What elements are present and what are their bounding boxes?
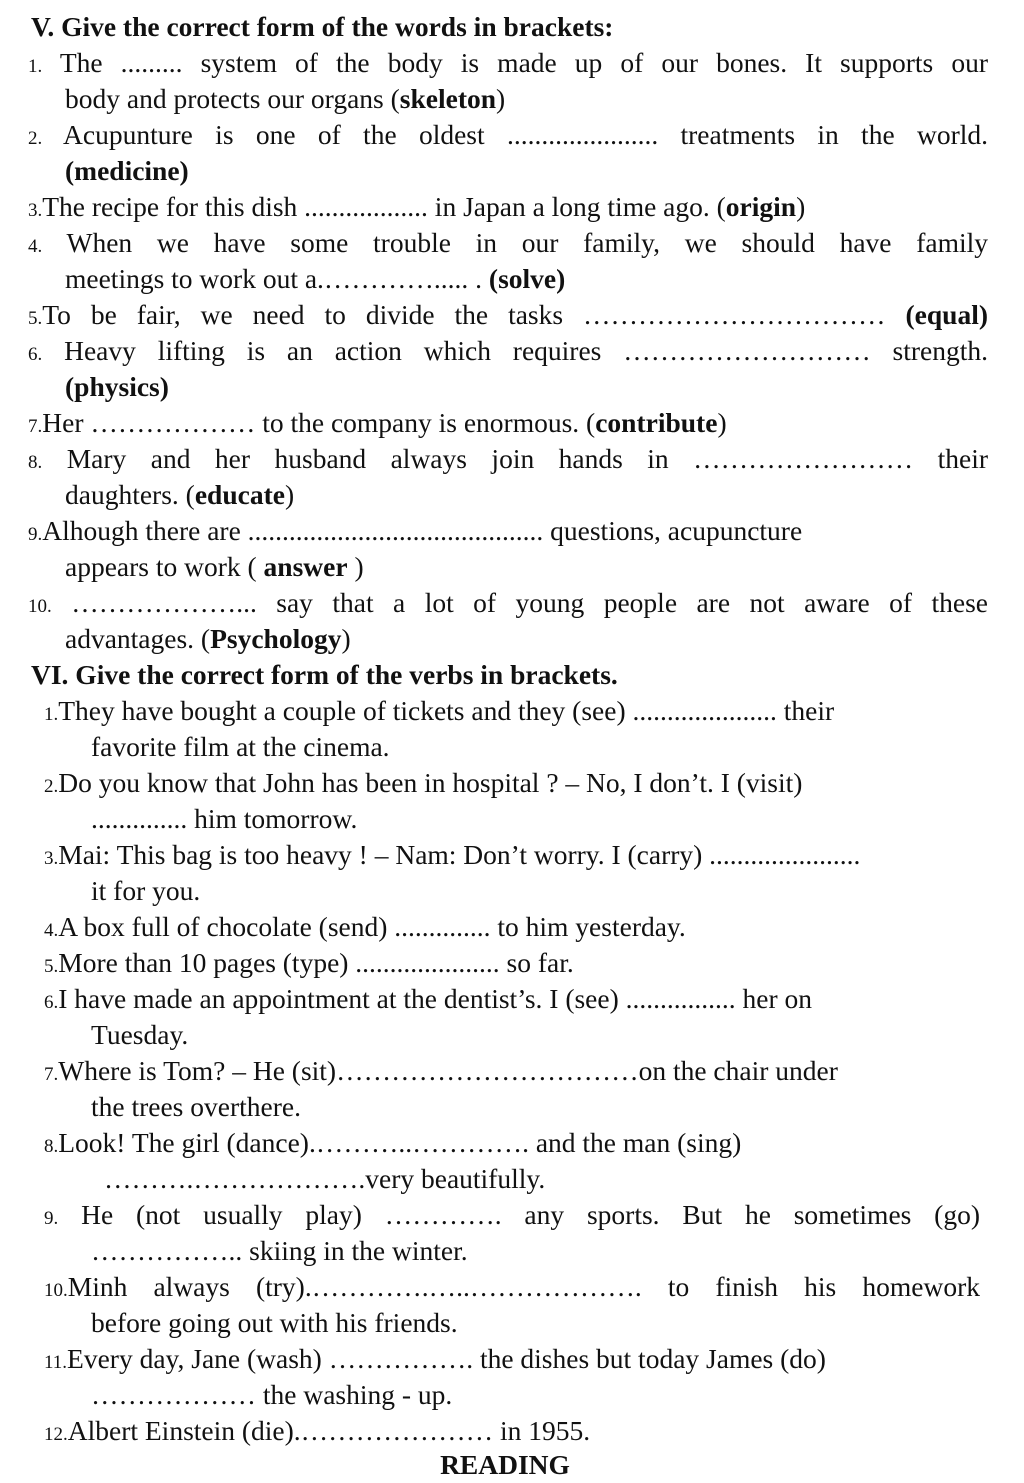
vi-item-7: 7.Where is Tom? – He (sit)……………………………on the chair under the trees overthere. — [44, 1055, 838, 1122]
vi-item-10: 10.Minh always (try).………….…..………………. to finish his homework before going out with his friends. — [44, 1271, 980, 1338]
v-item-2: 2. Acupunture is one of the oldest ...................... treatments in the world. (medicine) — [28, 119, 988, 186]
vi-item-4: 4.A box full of chocolate (send) .............. to him yesterday. — [44, 911, 686, 942]
vi-item-6: 6.I have made an appointment at the dentist’s. I (see) ................ her on Tuesday. — [44, 983, 812, 1050]
section-vi-heading: VI. Give the correct form of the verbs in brackets. — [31, 659, 618, 690]
v-item-1: 1. The ......... system of the body is made up of our bones. It supports our body and protects our organs (skeleton) — [28, 47, 988, 114]
section-v-heading: V. Give the correct form of the words in brackets: — [31, 11, 614, 42]
vi-item-9: 9. He (not usually play) …………. any sports. But he sometimes (go) …………….. skiing in the winter. — [44, 1199, 980, 1266]
vi-item-11: 11.Every day, Jane (wash) ……………. the dishes but today James (do) ……………… the washing - up. — [44, 1343, 826, 1410]
v-item-6: 6. Heavy lifting is an action which requires ……………………… strength. (physics) — [28, 335, 989, 402]
vi-item-12: 12.Albert Einstein (die).………………… in 1955. — [44, 1415, 591, 1446]
reading-heading: READING — [440, 1449, 570, 1480]
v-item-3: 3.The recipe for this dish .................. in Japan a long time ago. (origin) — [28, 191, 806, 222]
v-item-8: 8. Mary and her husband always join hands in …………………… their daughters. (educate) — [28, 443, 988, 510]
vi-item-1: 1.They have bought a couple of tickets and they (see) ..................... their favorite film at the cinema. — [44, 695, 835, 762]
v-item-9: 9.Alhough there are ........................................... questions, acupuncture appears to work ( answer ) — [28, 515, 803, 582]
vi-item-3: 3.Mai: This bag is too heavy ! – Nam: Don’t worry. I (carry) ...................... it for you. — [44, 839, 861, 906]
vi-item-5: 5.More than 10 pages (type) ..................... so far. — [44, 947, 574, 978]
vi-item-8: 8.Look! The girl (dance).………..…………. and the man (sing) ……….……………….very beautifully. — [44, 1127, 742, 1194]
v-item-10: 10. ………………... say that a lot of young people are not aware of these advantages. (Psychology) — [28, 587, 988, 654]
v-item-4: 4. When we have some trouble in our family, we should have family meetings to work out a.…………..... . (solve) — [28, 227, 988, 294]
v-item-7: 7.Her ……………… to the company is enormous. (contribute) — [28, 407, 727, 438]
v-item-5: 5.To be fair, we need to divide the tasks …………………………… (equal) — [28, 299, 988, 330]
vi-item-2: 2.Do you know that John has been in hospital ? – No, I don’t. I (visit) .............. him tomorrow. — [44, 767, 803, 834]
